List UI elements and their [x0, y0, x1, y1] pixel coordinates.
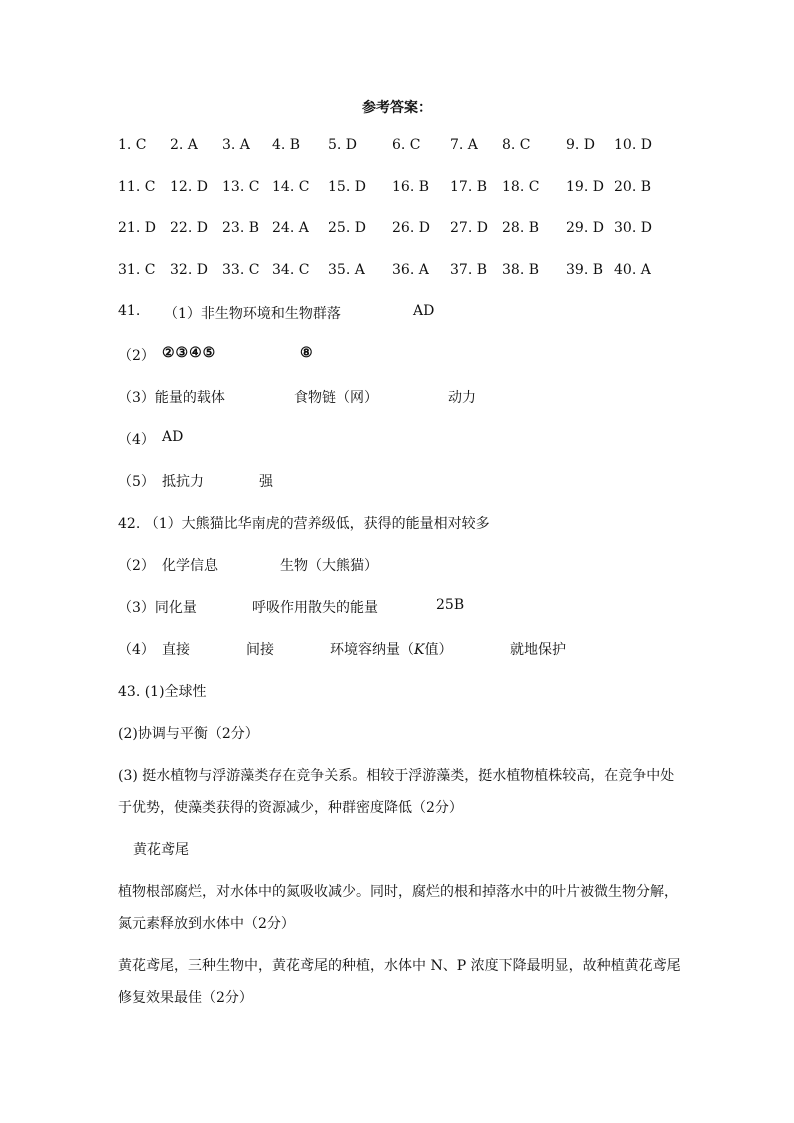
mc-answer: 3. A	[222, 137, 250, 153]
mc-answer: 26. D	[392, 220, 430, 236]
q42-answer-4d: 就地保护	[510, 642, 566, 658]
mc-answer: 13. C	[222, 179, 260, 195]
q43-line-3b: 于优势，使藻类获得的资源减少，种群密度降低（2分）	[118, 800, 463, 816]
mc-answer: 2. A	[170, 137, 198, 153]
mc-answer: 23. B	[222, 220, 260, 236]
q43-line-6a: 黄花鸢尾，三种生物中，黄花鸢尾的种植，水体中 N、P 浓度下降最明显，故种植黄花鸢尾	[118, 958, 681, 974]
mc-answer: 40. A	[614, 262, 651, 278]
mc-answer: 37. B	[450, 262, 488, 278]
mc-answer: 32. D	[170, 262, 208, 278]
q42-answer-4c: 环境容纳量（K值）	[330, 642, 453, 658]
q41-answer-5b: 强	[259, 474, 273, 490]
q42-answer-3b: 呼吸作用散失的能量	[252, 600, 378, 616]
mc-answer: 12. D	[170, 179, 208, 195]
q41-answer-3a: （3）能量的载体	[118, 390, 225, 406]
q41-answer-2a: ②③④⑤	[162, 345, 217, 361]
page-title: 参考答案：	[362, 100, 432, 116]
mc-answer: 15. D	[328, 179, 366, 195]
mc-answer: 9. D	[566, 137, 596, 153]
mc-answer: 39. B	[566, 262, 604, 278]
q42-answer-2b: 生物（大熊猫）	[280, 558, 378, 574]
q41-answer-1b: AD	[413, 303, 435, 319]
mc-answer: 34. C	[272, 262, 310, 278]
q43-line-5a: 植物根部腐烂，对水体中的氮吸收减少。同时，腐烂的根和掉落水中的叶片被微生物分解，	[118, 884, 678, 900]
mc-answer: 21. D	[118, 220, 156, 236]
q41-answer-2b: ⑧	[300, 345, 314, 361]
q43-line-1: 43. (1)全球性	[118, 684, 207, 700]
q41-answer-4: AD	[162, 429, 184, 445]
mc-answer: 35. A	[328, 262, 365, 278]
q42-answer-2a: 化学信息	[162, 558, 218, 574]
q43-line-2: (2)协调与平衡（2分）	[118, 726, 259, 742]
q41-part-2: （2）	[118, 348, 155, 364]
q42-answer-3a: （3）同化量	[118, 600, 197, 616]
q43-line-5b: 氮元素释放到水体中（2分）	[118, 916, 295, 932]
mc-answer: 20. B	[614, 179, 652, 195]
mc-answer: 1. C	[118, 137, 147, 153]
q43-line-6b: 修复效果最佳（2分）	[118, 990, 253, 1006]
q42-part-4: （4）	[118, 642, 155, 658]
mc-answer: 31. C	[118, 262, 156, 278]
q41-answer-5a: 抵抗力	[162, 474, 204, 490]
mc-answer: 16. B	[392, 179, 430, 195]
mc-answer: 11. C	[118, 179, 156, 195]
mc-answer: 19. D	[566, 179, 604, 195]
mc-answer: 33. C	[222, 262, 260, 278]
q43-line-3a: (3) 挺水植物与浮游藻类存在竞争关系。相较于浮游藻类，挺水植物植株较高，在竞争中处	[118, 768, 675, 784]
mc-answer: 10. D	[614, 137, 652, 153]
mc-answer: 14. C	[272, 179, 310, 195]
q41-part-4: （4）	[118, 432, 155, 448]
mc-answer: 30. D	[614, 220, 652, 236]
mc-answer: 25. D	[328, 220, 366, 236]
mc-answer: 7. A	[450, 137, 478, 153]
mc-answer: 22. D	[170, 220, 208, 236]
mc-answer: 29. D	[566, 220, 604, 236]
mc-answer: 18. C	[502, 179, 540, 195]
q42-part-2: （2）	[118, 558, 155, 574]
q41-number: 41.	[118, 303, 141, 319]
mc-answer: 17. B	[450, 179, 488, 195]
q41-part-5: （5）	[118, 474, 155, 490]
mc-answer: 4. B	[272, 137, 301, 153]
mc-answer: 6. C	[392, 137, 421, 153]
mc-answer: 28. B	[502, 220, 540, 236]
q41-answer-1: （1）非生物环境和生物群落	[164, 306, 341, 322]
q41-answer-3b: 食物链（网）	[294, 390, 378, 406]
q42-answer-4b: 间接	[246, 642, 274, 658]
mc-answer: 38. B	[502, 262, 540, 278]
q42-line-1: 42. （1）大熊猫比华南虎的营养级低，获得的能量相对较多	[118, 516, 490, 532]
mc-answer: 5. D	[328, 137, 358, 153]
mc-answer: 36. A	[392, 262, 429, 278]
q43-line-4: 黄花鸢尾	[133, 842, 189, 858]
mc-answer: 27. D	[450, 220, 488, 236]
q42-answer-3c: 25B	[436, 597, 465, 613]
q41-answer-3c: 动力	[448, 390, 476, 406]
q42-answer-4a: 直接	[162, 642, 190, 658]
mc-answer: 24. A	[272, 220, 309, 236]
mc-answer: 8. C	[502, 137, 531, 153]
